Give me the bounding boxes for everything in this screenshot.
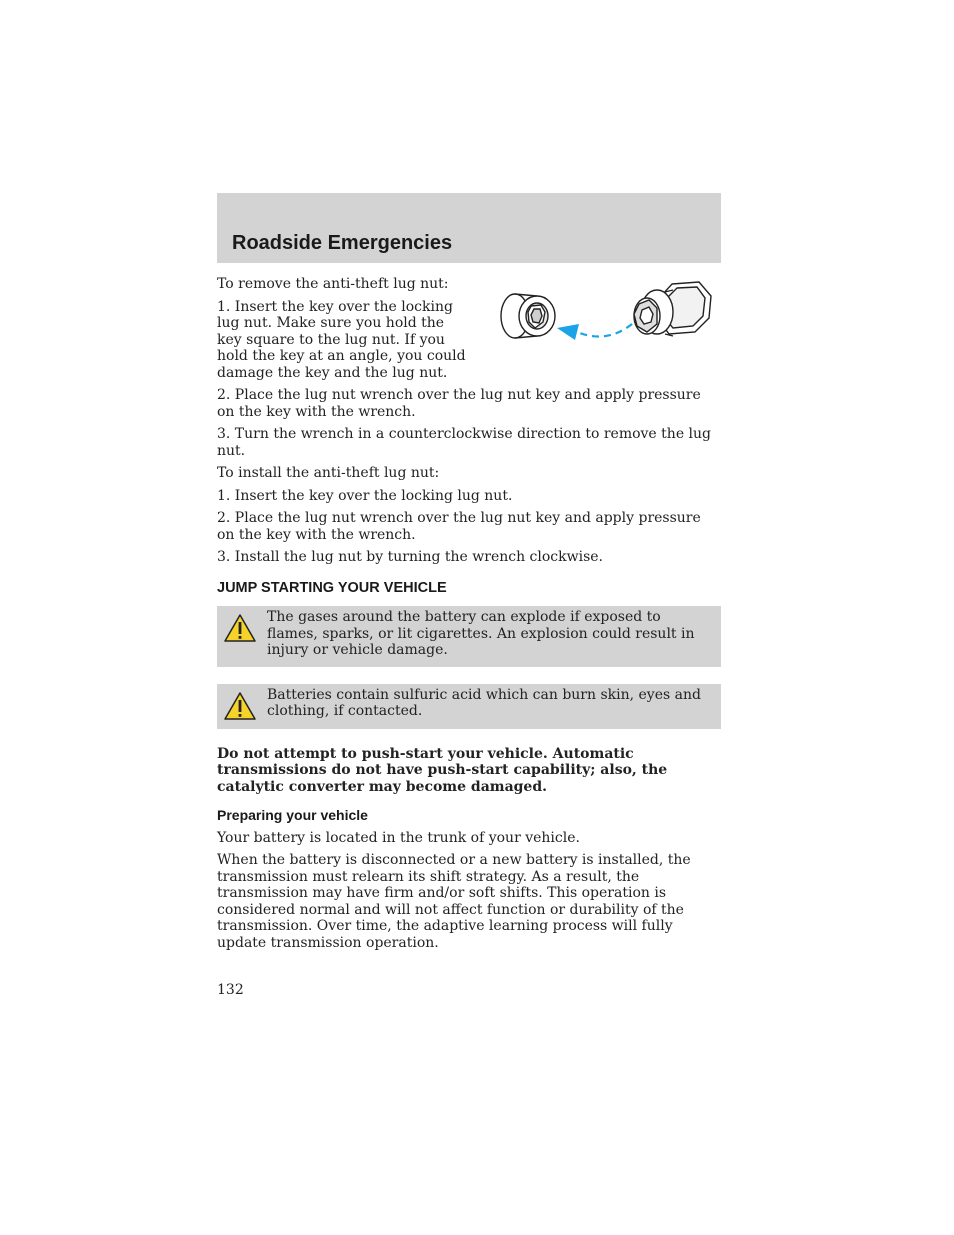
- battery-location-text: Your battery is located in the trunk of your vehicle.: [217, 829, 580, 846]
- warning-box-explosion: [217, 606, 721, 667]
- transmission-relearn-text: When the battery is disconnected or a new battery is installed, the transmission must relearn its shift strategy. As a result, the transmission may have firm and/or soft shifts. This operation is considered normal and will not affect function or durability of the transmission. Over time, the adaptive learning process will fully update transmission operation.: [217, 852, 691, 951]
- remove-step-3: 3. Turn the wrench in a counterclockwise direction to remove the lug nut.: [217, 426, 712, 459]
- push-start-notice: Do not attempt to push-start your vehicle. Automatic transmissions do not have push-start capability; also, the catalytic converter may become damaged.: [217, 745, 668, 795]
- install-step-1: 1. Insert the key over the locking lug nut.: [217, 487, 513, 504]
- jump-start-heading: JUMP STARTING YOUR VEHICLE: [217, 579, 447, 596]
- remove-intro: To remove the anti-theft lug nut:: [217, 276, 449, 292]
- lug-nut-key-illustration: [497, 276, 721, 350]
- page-number: 132: [217, 982, 244, 998]
- remove-step-2: 2. Place the lug nut wrench over the lug nut key and apply pressure on the key with the wrench.: [217, 387, 701, 420]
- warning-text-explosion: The gases around the battery can explode if exposed to flames, sparks, or lit cigarettes. An explosion could result in injury or vehicle damage.: [267, 609, 695, 658]
- install-step-3: 3. Install the lug nut by turning the wrench clockwise.: [217, 549, 604, 565]
- install-intro: To install the anti-theft lug nut:: [217, 465, 440, 481]
- preparing-heading: Preparing your vehicle: [217, 807, 368, 823]
- warning-triangle-icon: [223, 613, 257, 643]
- page-content: [217, 276, 721, 957]
- direction-arrow-icon: [557, 324, 632, 340]
- warning-box-acid: [217, 684, 721, 729]
- section-title: Roadside Emergencies: [232, 232, 453, 254]
- lug-nut-key-icon: [501, 294, 555, 338]
- remove-step-1: 1. Insert the key over the locking lug nut. Make sure you hold the key square to the lug nut. If you hold the key at an angle, you could damage the key and the lug nut.: [217, 298, 466, 381]
- warning-triangle-icon: [223, 691, 257, 721]
- warning-text-acid: Batteries contain sulfuric acid which can burn skin, eyes and clothing, if contacted.: [267, 686, 701, 719]
- locking-lug-nut-icon: [634, 282, 711, 336]
- section-header-band: [217, 193, 721, 263]
- install-step-2: 2. Place the lug nut wrench over the lug nut key and apply pressure on the key with the wrench.: [217, 510, 701, 543]
